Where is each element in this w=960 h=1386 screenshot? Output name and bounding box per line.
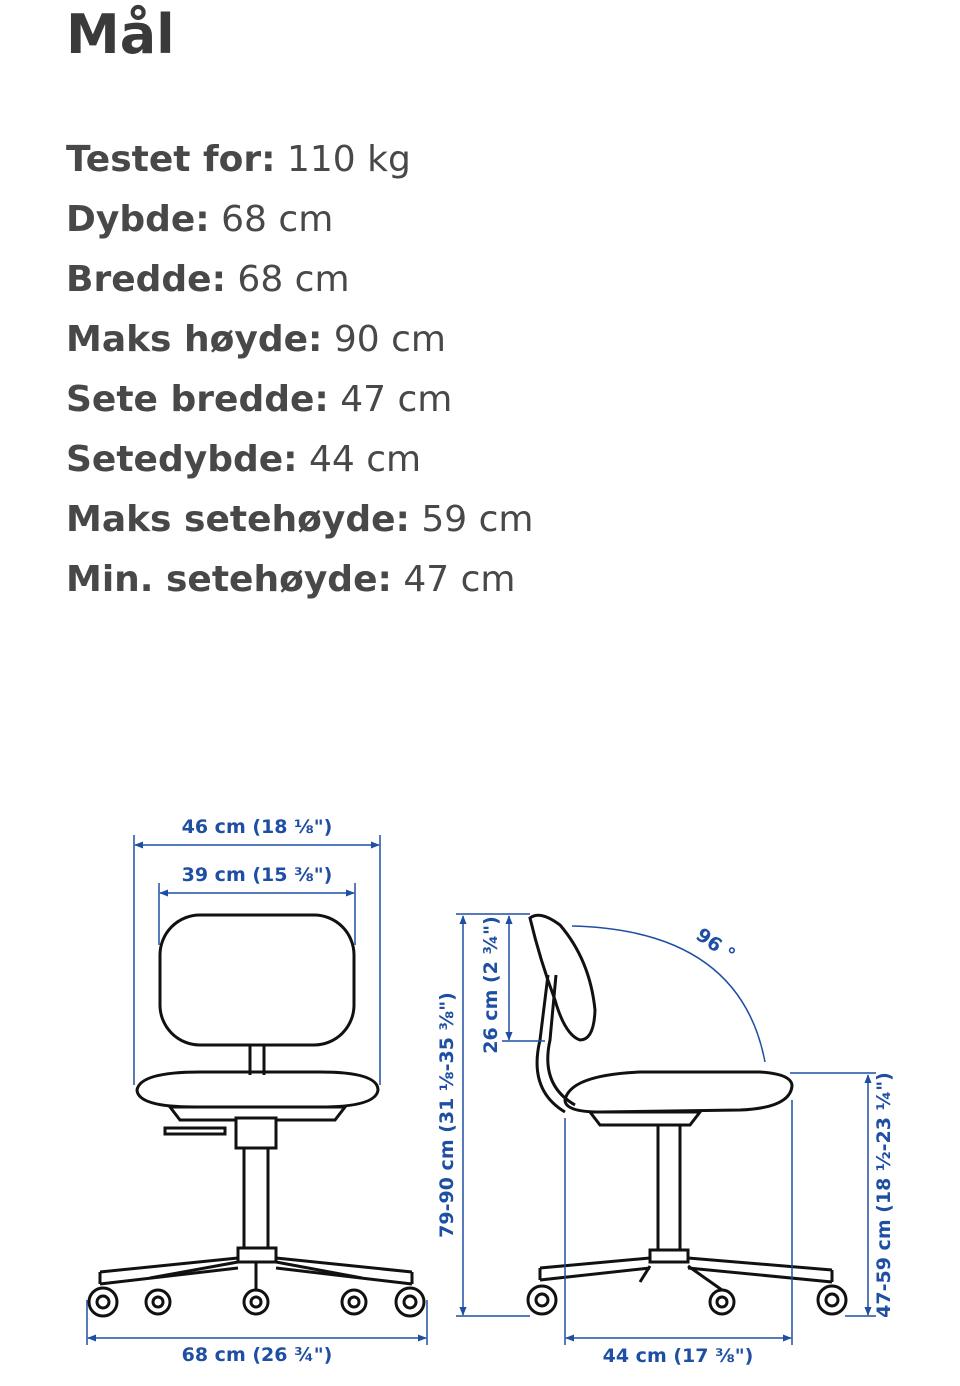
spec-label: Testet for: bbox=[66, 139, 276, 180]
spec-row bbox=[66, 310, 533, 370]
spec-value: 110 kg bbox=[286, 139, 411, 180]
spec-value: 90 cm bbox=[333, 319, 447, 360]
spec-label: Dybde: bbox=[66, 199, 210, 240]
total-height-label: 79-90 cm (31 ⅛-35 ⅜") bbox=[436, 992, 458, 1238]
recline-angle-label: 96 ° bbox=[691, 923, 740, 967]
side-view-chair bbox=[528, 915, 846, 1314]
spec-label: Min. setehøyde: bbox=[66, 559, 392, 600]
spec-list bbox=[66, 130, 533, 610]
dimension-drawing bbox=[0, 790, 960, 1386]
spec-value: 47 cm bbox=[403, 559, 516, 600]
spec-label: Setedybde: bbox=[66, 439, 298, 480]
spec-value: 59 cm bbox=[421, 499, 534, 540]
spec-value: 68 cm bbox=[237, 259, 350, 300]
spec-row bbox=[66, 190, 533, 250]
spec-row bbox=[66, 550, 533, 610]
spec-row bbox=[66, 250, 533, 310]
spec-label: Maks setehøyde: bbox=[66, 499, 410, 540]
overall-width-label: 46 cm (18 ⅛") bbox=[181, 816, 333, 838]
backrest-width-label: 39 cm (15 ⅜") bbox=[181, 864, 333, 886]
spec-value: 68 cm bbox=[221, 199, 334, 240]
spec-label: Maks høyde: bbox=[66, 319, 323, 360]
spec-row bbox=[66, 130, 533, 190]
spec-label: Bredde: bbox=[66, 259, 226, 300]
spec-value: 47 cm bbox=[340, 379, 453, 420]
backrest-height-label: 26 cm (2 ¾") bbox=[480, 916, 502, 1054]
page-title: Mål bbox=[66, 3, 175, 66]
seat-height-label: 47-59 cm (18 ½-23 ¼") bbox=[873, 1072, 895, 1318]
spec-row bbox=[66, 430, 533, 490]
front-view-chair bbox=[89, 915, 424, 1316]
spec-value: 44 cm bbox=[309, 439, 422, 480]
base-width-label: 68 cm (26 ¾") bbox=[181, 1344, 333, 1366]
seat-depth-label: 44 cm (17 ⅜") bbox=[602, 1345, 754, 1367]
spec-label: Sete bredde: bbox=[66, 379, 329, 420]
spec-row bbox=[66, 370, 533, 430]
spec-row bbox=[66, 490, 533, 550]
